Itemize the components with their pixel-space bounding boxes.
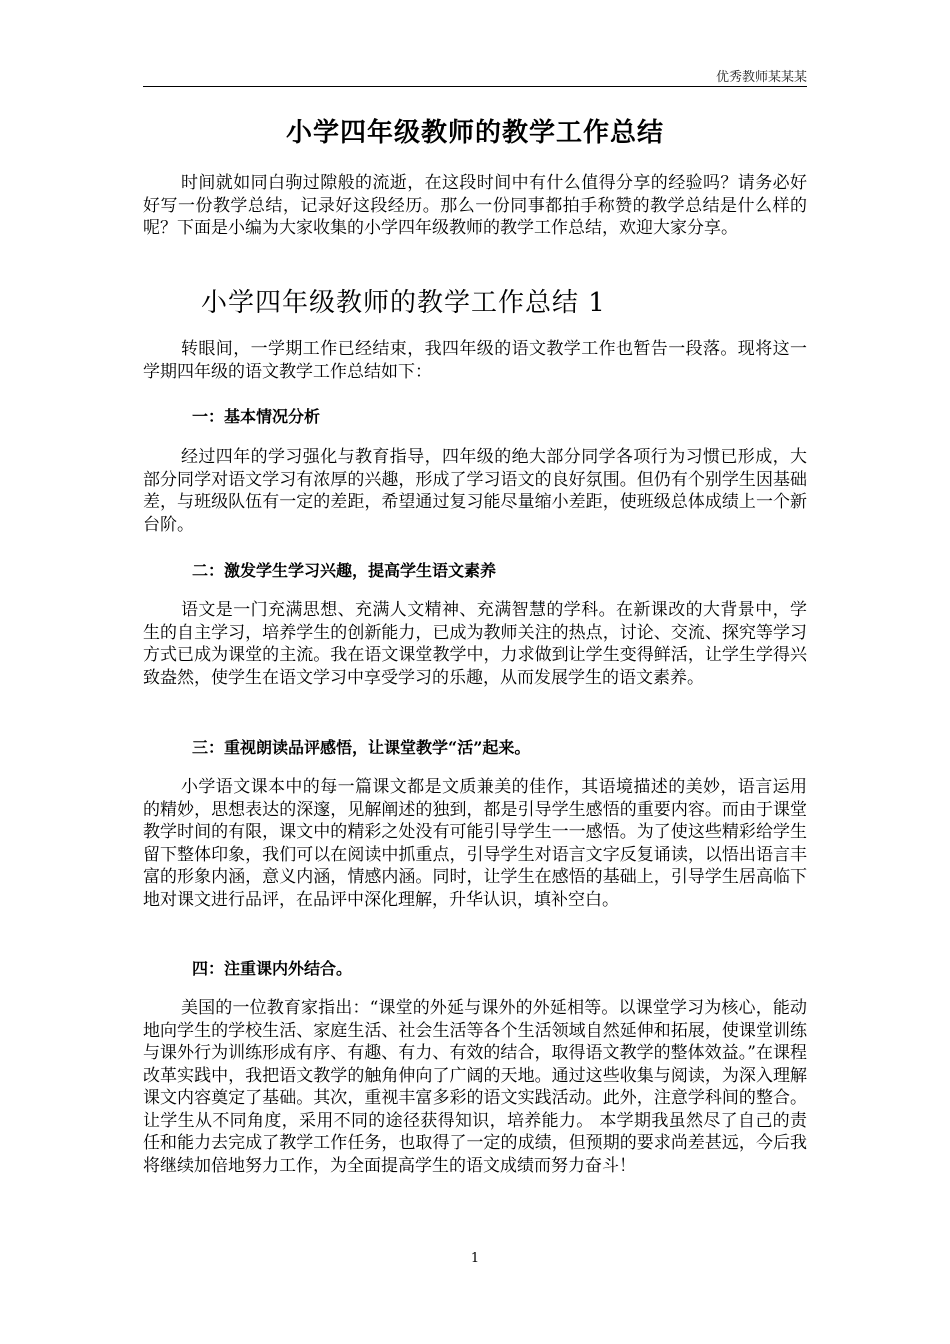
page-number: 1 — [470, 1251, 480, 1266]
article-subtitle: 小学四年级教师的教学工作总结 1 — [201, 288, 606, 318]
header-author: 优秀教师某某某 — [715, 70, 807, 85]
header-divider — [143, 86, 807, 87]
section-heading-1: 一：基本情况分析 — [192, 407, 321, 426]
page-title: 小学四年级教师的教学工作总结 — [285, 118, 664, 148]
section-heading-2: 二：激发学生学习兴趣，提高学生语文素养 — [192, 561, 497, 580]
section-heading-4: 四：注重课内外结合。 — [192, 959, 353, 978]
section-body-2: 语文是一门充满思想、充满人文精神、充满智慧的学科。在新课改的大背景中，学生的自主学习，培养学生的创新能力，已成为教师关注的热点，讨论、交流、探究等学习方式已成为课堂的主流。我在语文课堂教学中，力求做到让学生变得鲜活，让学生学得兴致盎然，使学生在语文学习中享受学习的乐趣，从而发展学生的语文素养。 — [143, 600, 807, 688]
opening-paragraph: 转眼间，一学期工作已经结束，我四年级的语文教学工作也暂告一段落。现将这一学期四年级的语文教学工作总结如下： — [143, 339, 807, 382]
section-body-1: 经过四年的学习强化与教育指导，四年级的绝大部分同学各项行为习惯已形成，大部分同学对语文学习有浓厚的兴趣，形成了学习语文的良好氛围。但仍有个别学生因基础差，与班级队伍有一定的差距，希望通过复习能尽量缩小差距，使班级总体成绩上一个新台阶。 — [143, 447, 807, 535]
intro-paragraph: 时间就如同白驹过隙般的流逝，在这段时间中有什么值得分享的经验吗？请务必好好写一份教学总结，记录好这段经历。那么一份同事都拍手称赞的教学总结是什么样的呢？下面是小编为大家收集的小学四年级教师的教学工作总结，欢迎大家分享。 — [143, 173, 807, 238]
section-body-4: 美国的一位教育家指出：“课堂的外延与课外的外延相等。以课堂学习为核心，能动地向学生的学校生活、家庭生活、社会生活等各个生活领域自然延伸和拓展，使课堂训练与课外行为训练形成有序、有趣、有力、有效的结合，取得语文教学的整体效益。”在课程改革实践中，我把语文教学的触角伸向了广阔的天地。通过这些收集与阅读，为深入理解课文内容奠定了基础。其次，重视丰富多彩的语文实践活动。此外，注意学科间的整合。让学生从不同角度，采用不同的途径获得知识，培养能力。 本学期我虽然尽了自己的责任和能力去完成了教学工作任务，也取得了一定的成绩，但预期的要求尚差甚远，今后我将继续加倍地努力工作，为全面提高学生的语文成绩而努力奋斗！ — [143, 998, 807, 1176]
section-heading-3: 三：重视朗读品评感悟，让课堂教学“活”起来。 — [192, 738, 531, 757]
section-body-3: 小学语文课本中的每一篇课文都是文质兼美的佳作，其语境描述的美妙，语言运用的精妙，思想表达的深邃，见解阐述的独到，都是引导学生感悟的重要内容。而由于课堂教学时间的有限，课文中的精彩之处没有可能引导学生一一感悟。为了使这些精彩给学生留下整体印象，我们可以在阅读中抓重点，引导学生对语言文字反复诵读，以悟出语言丰富的形象内涵，意义内涵，情感内涵。同时，让学生在感悟的基础上，引导学生居高临下地对课文进行品评，在品评中深化理解，升华认识，填补空白。 — [143, 777, 807, 910]
